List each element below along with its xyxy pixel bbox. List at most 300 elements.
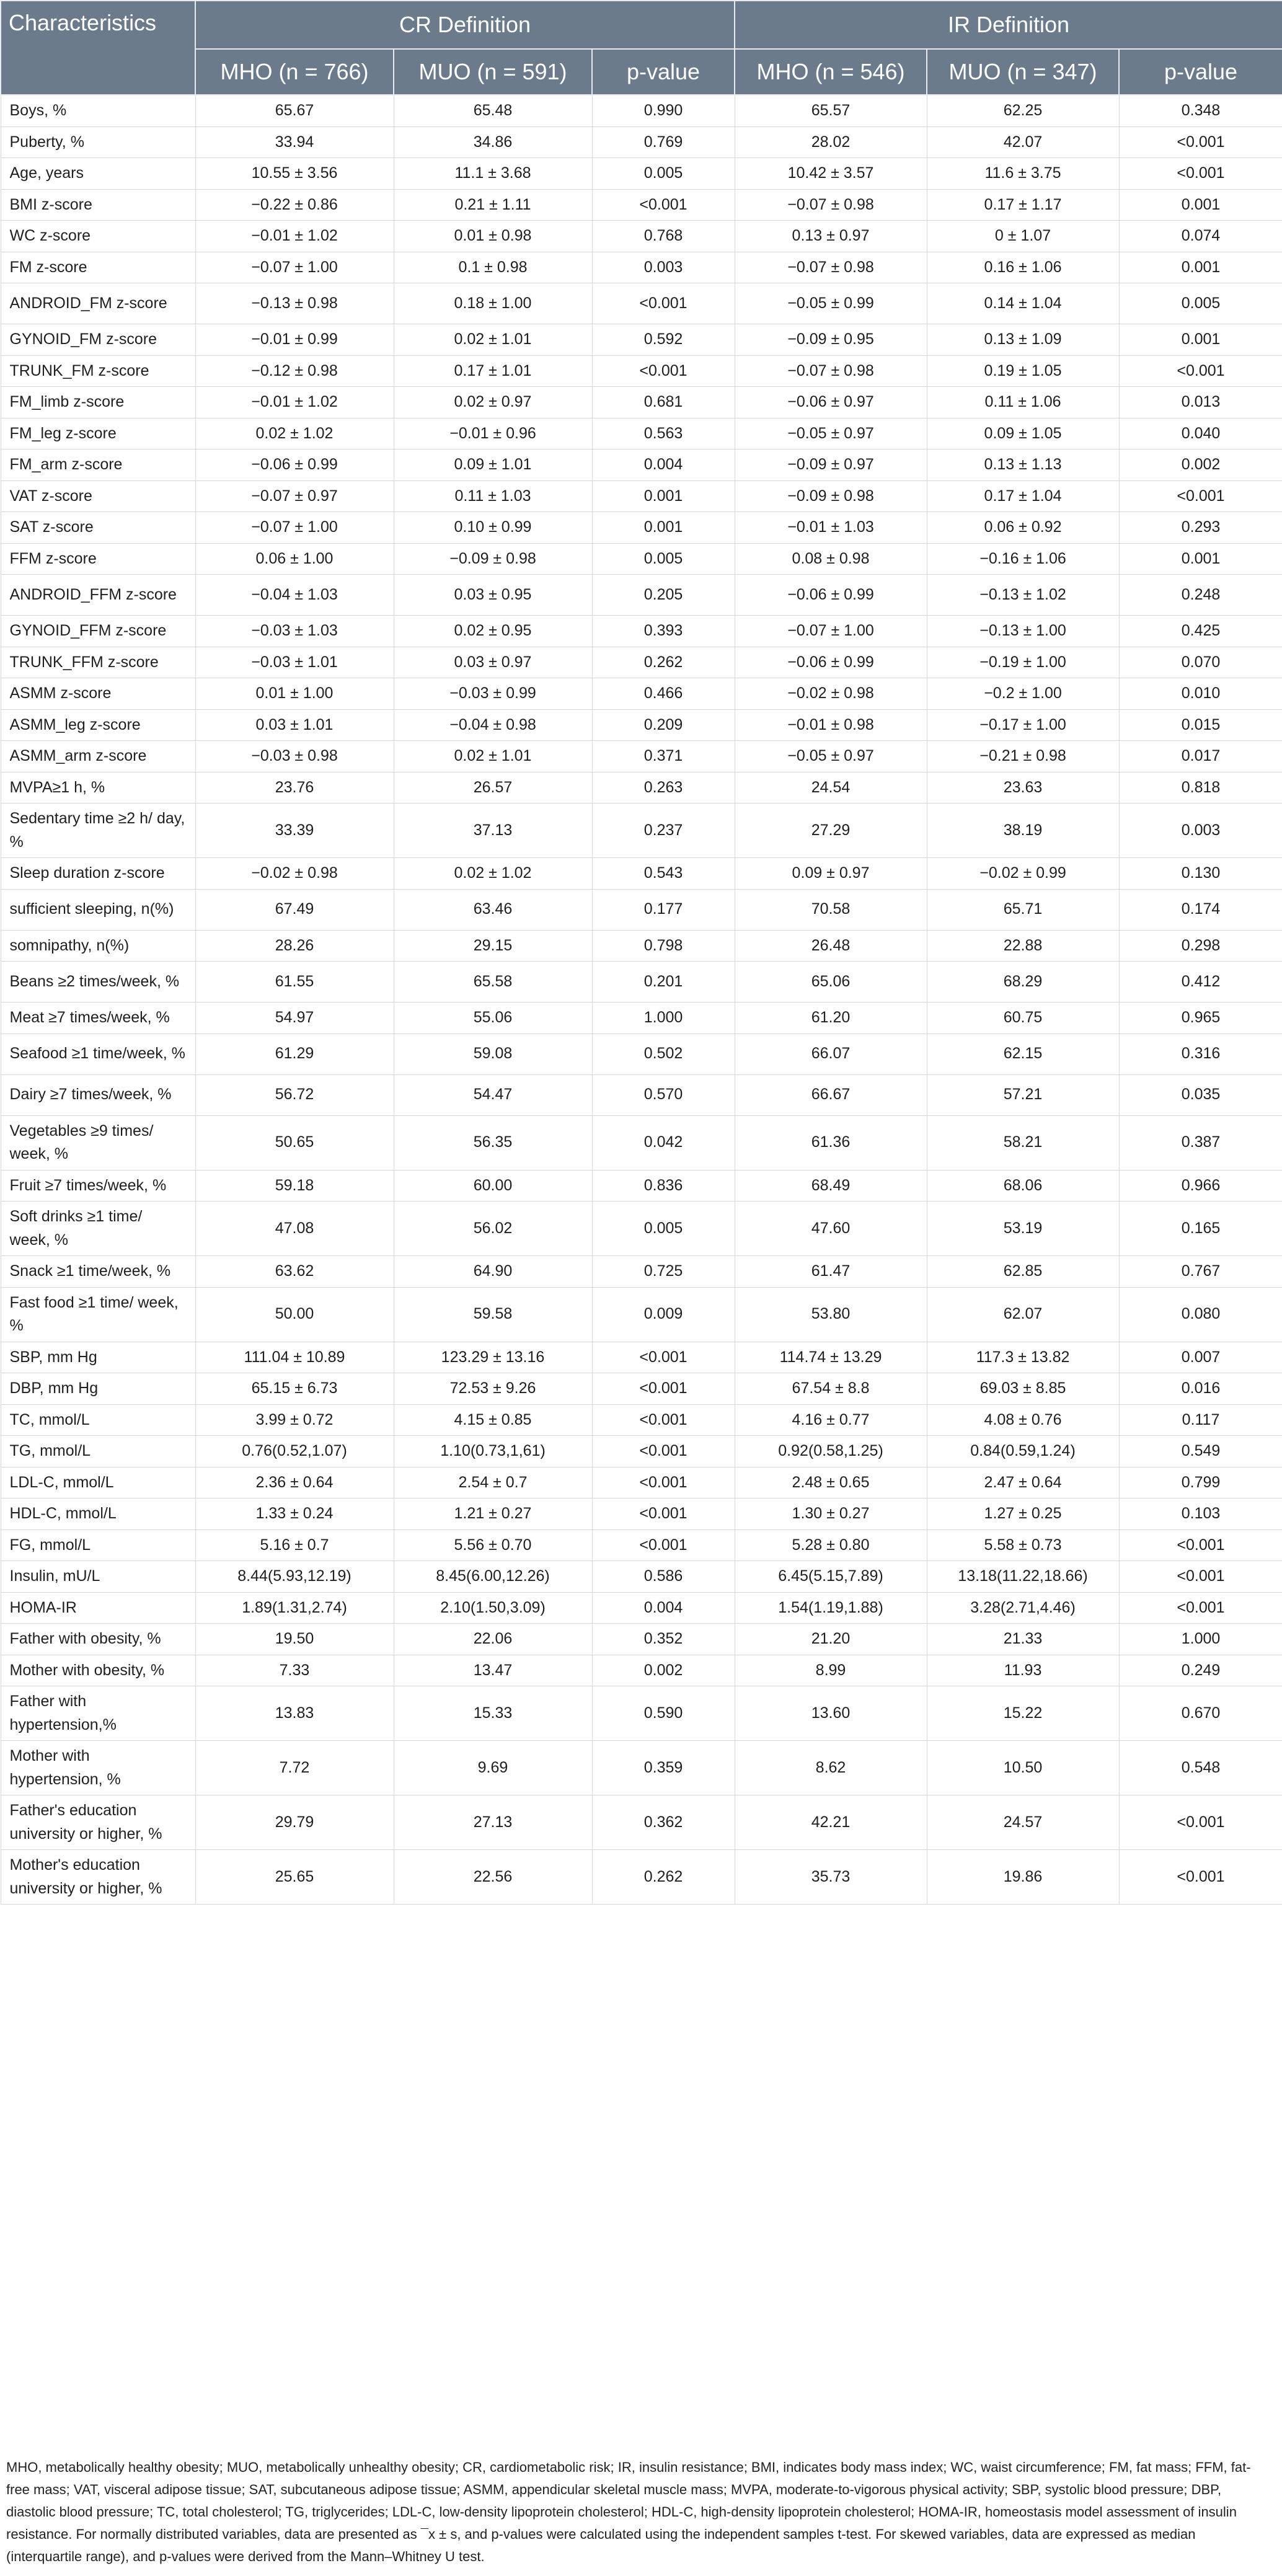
cr-pvalue-cell: 0.001 (592, 480, 735, 512)
row-label: Mother with hypertension, % (1, 1741, 195, 1795)
table-row (1, 1074, 1282, 1115)
ir-muo-cell: −0.02 ± 0.99 (927, 858, 1119, 890)
cr-muo-cell: 72.53 ± 9.26 (394, 1373, 592, 1405)
header-characteristics: Characteristics (1, 1, 195, 95)
ir-muo-cell: 62.15 (927, 1033, 1119, 1074)
table-row (1, 1741, 1282, 1795)
row-label: GYNOID_FFM z-score (1, 616, 195, 647)
cr-pvalue-cell: 0.570 (592, 1074, 735, 1115)
ir-mho-cell: −0.02 ± 0.98 (735, 678, 927, 710)
table-row (1, 858, 1282, 890)
cr-muo-cell: 0.1 ± 0.98 (394, 252, 592, 283)
cr-muo-cell: 2.54 ± 0.7 (394, 1467, 592, 1498)
row-label: Father with hypertension,% (1, 1686, 195, 1741)
ir-pvalue-cell: 0.003 (1119, 803, 1282, 858)
ir-pvalue-cell: 0.966 (1119, 1170, 1282, 1202)
ir-pvalue-cell: 0.070 (1119, 647, 1282, 678)
cr-muo-cell: 123.29 ± 13.16 (394, 1342, 592, 1373)
cr-mho-cell: 47.08 (195, 1202, 394, 1256)
ir-pvalue-cell: 0.001 (1119, 189, 1282, 221)
cr-muo-cell: 22.56 (394, 1850, 592, 1905)
ir-mho-cell: −0.06 ± 0.99 (735, 575, 927, 616)
row-label: Beans ≥2 times/week, % (1, 962, 195, 1003)
row-label: FM_leg z-score (1, 418, 195, 449)
cr-mho-cell: −0.03 ± 1.01 (195, 647, 394, 678)
cr-mho-cell: 23.76 (195, 772, 394, 803)
ir-mho-cell: 8.62 (735, 1741, 927, 1795)
ir-muo-cell: 22.88 (927, 930, 1119, 962)
cr-pvalue-cell: 0.769 (592, 126, 735, 158)
cr-mho-cell: −0.07 ± 1.00 (195, 512, 394, 544)
cr-mho-cell: 50.65 (195, 1115, 394, 1170)
table-row (1, 1033, 1282, 1074)
table-row (1, 1467, 1282, 1498)
ir-mho-cell: −0.01 ± 1.03 (735, 512, 927, 544)
cr-pvalue-cell: 0.352 (592, 1624, 735, 1655)
cr-mho-cell: −0.07 ± 1.00 (195, 252, 394, 283)
row-label: Age, years (1, 158, 195, 190)
cr-muo-cell: 0.02 ± 0.95 (394, 616, 592, 647)
cr-pvalue-cell: 0.681 (592, 387, 735, 418)
cr-muo-cell: 0.03 ± 0.97 (394, 647, 592, 678)
cr-muo-cell: 59.58 (394, 1287, 592, 1342)
cr-mho-cell: 56.72 (195, 1074, 394, 1115)
cr-muo-cell: 13.47 (394, 1655, 592, 1686)
cr-muo-cell: 0.01 ± 0.98 (394, 221, 592, 252)
table-row (1, 616, 1282, 647)
table-row (1, 1202, 1282, 1256)
cr-mho-cell: 63.62 (195, 1256, 394, 1288)
cr-mho-cell: 7.72 (195, 1741, 394, 1795)
ir-mho-cell: 1.54(1.19,1.88) (735, 1592, 927, 1624)
ir-mho-cell: 21.20 (735, 1624, 927, 1655)
row-label: Vegetables ≥9 times/ week, % (1, 1115, 195, 1170)
ir-mho-cell: 5.28 ± 0.80 (735, 1529, 927, 1561)
table-row (1, 1561, 1282, 1593)
cr-mho-cell: 50.00 (195, 1287, 394, 1342)
ir-pvalue-cell: 0.117 (1119, 1404, 1282, 1436)
cr-pvalue-cell: <0.001 (592, 283, 735, 324)
row-label: VAT z-score (1, 480, 195, 512)
ir-mho-cell: 24.54 (735, 772, 927, 803)
cr-mho-cell: −0.12 ± 0.98 (195, 355, 394, 387)
ir-muo-cell: 0.11 ± 1.06 (927, 387, 1119, 418)
cr-pvalue-cell: 0.005 (592, 1202, 735, 1256)
ir-mho-cell: −0.07 ± 1.00 (735, 616, 927, 647)
ir-muo-cell: 57.21 (927, 1074, 1119, 1115)
cr-muo-cell: 4.15 ± 0.85 (394, 1404, 592, 1436)
header-ir-definition: IR Definition (735, 1, 1282, 49)
table-row (1, 1655, 1282, 1686)
ir-muo-cell: 13.18(11.22,18.66) (927, 1561, 1119, 1593)
cr-mho-cell: 59.18 (195, 1170, 394, 1202)
ir-muo-cell: 1.27 ± 0.25 (927, 1498, 1119, 1530)
table-row (1, 480, 1282, 512)
row-label: TRUNK_FM z-score (1, 355, 195, 387)
row-label: SBP, mm Hg (1, 1342, 195, 1373)
ir-pvalue-cell: <0.001 (1119, 1529, 1282, 1561)
cr-muo-cell: 0.09 ± 1.01 (394, 449, 592, 481)
cr-pvalue-cell: 0.004 (592, 1592, 735, 1624)
ir-mho-cell: 8.99 (735, 1655, 927, 1686)
cr-pvalue-cell: 0.362 (592, 1795, 735, 1850)
ir-mho-cell: 13.60 (735, 1686, 927, 1741)
cr-muo-cell: 8.45(6.00,12.26) (394, 1561, 592, 1593)
ir-mho-cell: 35.73 (735, 1850, 927, 1905)
ir-mho-cell: 0.08 ± 0.98 (735, 543, 927, 575)
ir-pvalue-cell: 0.002 (1119, 449, 1282, 481)
ir-mho-cell: 42.21 (735, 1795, 927, 1850)
row-label: Boys, % (1, 95, 195, 126)
cr-mho-cell: 1.33 ± 0.24 (195, 1498, 394, 1530)
header-cr-pvalue: p-value (592, 49, 735, 95)
cr-muo-cell: 54.47 (394, 1074, 592, 1115)
ir-muo-cell: −0.19 ± 1.00 (927, 647, 1119, 678)
cr-pvalue-cell: 0.003 (592, 252, 735, 283)
table-row (1, 889, 1282, 930)
cr-pvalue-cell: <0.001 (592, 1498, 735, 1530)
table-row (1, 1529, 1282, 1561)
table-header (1, 1, 1282, 95)
ir-mho-cell: 1.30 ± 0.27 (735, 1498, 927, 1530)
table-row (1, 1115, 1282, 1170)
cr-pvalue-cell: 0.009 (592, 1287, 735, 1342)
ir-muo-cell: 10.50 (927, 1741, 1119, 1795)
ir-mho-cell: 66.67 (735, 1074, 927, 1115)
cr-pvalue-cell: 0.205 (592, 575, 735, 616)
cr-mho-cell: −0.01 ± 0.99 (195, 324, 394, 356)
cr-muo-cell: 55.06 (394, 1003, 592, 1034)
cr-pvalue-cell: <0.001 (592, 1404, 735, 1436)
ir-muo-cell: 69.03 ± 8.85 (927, 1373, 1119, 1405)
cr-pvalue-cell: 0.502 (592, 1033, 735, 1074)
ir-muo-cell: 0.16 ± 1.06 (927, 252, 1119, 283)
ir-mho-cell: −0.05 ± 0.97 (735, 418, 927, 449)
cr-mho-cell: 33.39 (195, 803, 394, 858)
cr-mho-cell: 61.29 (195, 1033, 394, 1074)
ir-pvalue-cell: 0.015 (1119, 709, 1282, 741)
cr-mho-cell: 54.97 (195, 1003, 394, 1034)
ir-mho-cell: −0.06 ± 0.97 (735, 387, 927, 418)
ir-mho-cell: 66.07 (735, 1033, 927, 1074)
cr-muo-cell: 34.86 (394, 126, 592, 158)
table-row (1, 647, 1282, 678)
table-row (1, 221, 1282, 252)
row-label: Father with obesity, % (1, 1624, 195, 1655)
table-row (1, 252, 1282, 283)
cr-pvalue-cell: <0.001 (592, 1373, 735, 1405)
cr-muo-cell: 0.21 ± 1.11 (394, 189, 592, 221)
table-row (1, 512, 1282, 544)
cr-muo-cell: 37.13 (394, 803, 592, 858)
cr-mho-cell: 0.03 ± 1.01 (195, 709, 394, 741)
ir-muo-cell: 42.07 (927, 126, 1119, 158)
row-label: Meat ≥7 times/week, % (1, 1003, 195, 1034)
cr-muo-cell: 0.03 ± 0.95 (394, 575, 592, 616)
cr-muo-cell: 0.17 ± 1.01 (394, 355, 592, 387)
cr-pvalue-cell: <0.001 (592, 1467, 735, 1498)
row-label: FM_limb z-score (1, 387, 195, 418)
row-label: TRUNK_FFM z-score (1, 647, 195, 678)
ir-pvalue-cell: 0.035 (1119, 1074, 1282, 1115)
cr-muo-cell: 59.08 (394, 1033, 592, 1074)
row-label: sufficient sleeping, n(%) (1, 889, 195, 930)
ir-mho-cell: 61.36 (735, 1115, 927, 1170)
cr-muo-cell: 0.10 ± 0.99 (394, 512, 592, 544)
row-label: FG, mmol/L (1, 1529, 195, 1561)
cr-mho-cell: −0.03 ± 1.03 (195, 616, 394, 647)
cr-muo-cell: −0.04 ± 0.98 (394, 709, 592, 741)
header-cr-mho: MHO (n = 766) (195, 49, 394, 95)
ir-mho-cell: 2.48 ± 0.65 (735, 1467, 927, 1498)
cr-mho-cell: −0.02 ± 0.98 (195, 858, 394, 890)
ir-muo-cell: 65.71 (927, 889, 1119, 930)
cr-pvalue-cell: 0.466 (592, 678, 735, 710)
cr-pvalue-cell: <0.001 (592, 355, 735, 387)
cr-mho-cell: 8.44(5.93,12.19) (195, 1561, 394, 1593)
cr-mho-cell: 3.99 ± 0.72 (195, 1404, 394, 1436)
row-label: ASMM z-score (1, 678, 195, 710)
ir-pvalue-cell: 0.013 (1119, 387, 1282, 418)
row-label: HOMA-IR (1, 1592, 195, 1624)
cr-pvalue-cell: 0.543 (592, 858, 735, 890)
cr-muo-cell: 65.58 (394, 962, 592, 1003)
row-label: MVPA≥1 h, % (1, 772, 195, 803)
cr-mho-cell: −0.04 ± 1.03 (195, 575, 394, 616)
table-row (1, 772, 1282, 803)
ir-muo-cell: 11.93 (927, 1655, 1119, 1686)
table-row (1, 1003, 1282, 1034)
table-row (1, 1850, 1282, 1905)
ir-pvalue-cell: <0.001 (1119, 1795, 1282, 1850)
ir-muo-cell: 19.86 (927, 1850, 1119, 1905)
row-label: WC z-score (1, 221, 195, 252)
cr-mho-cell: 10.55 ± 3.56 (195, 158, 394, 190)
ir-mho-cell: 70.58 (735, 889, 927, 930)
table-row (1, 1592, 1282, 1624)
row-label: Soft drinks ≥1 time/ week, % (1, 1202, 195, 1256)
ir-mho-cell: 114.74 ± 13.29 (735, 1342, 927, 1373)
ir-mho-cell: 27.29 (735, 803, 927, 858)
cr-mho-cell: 28.26 (195, 930, 394, 962)
ir-pvalue-cell: 0.316 (1119, 1033, 1282, 1074)
ir-mho-cell: 4.16 ± 0.77 (735, 1404, 927, 1436)
ir-pvalue-cell: 0.348 (1119, 95, 1282, 126)
row-label: Father's education university or higher, % (1, 1795, 195, 1850)
ir-pvalue-cell: <0.001 (1119, 355, 1282, 387)
cr-pvalue-cell: 0.990 (592, 95, 735, 126)
ir-muo-cell: 2.47 ± 0.64 (927, 1467, 1119, 1498)
ir-mho-cell: 28.02 (735, 126, 927, 158)
ir-pvalue-cell: <0.001 (1119, 158, 1282, 190)
ir-mho-cell: −0.01 ± 0.98 (735, 709, 927, 741)
ir-pvalue-cell: 0.425 (1119, 616, 1282, 647)
ir-mho-cell: 53.80 (735, 1287, 927, 1342)
table-row (1, 1498, 1282, 1530)
cr-mho-cell: 0.76(0.52,1.07) (195, 1436, 394, 1467)
ir-muo-cell: −0.13 ± 1.00 (927, 616, 1119, 647)
ir-mho-cell: −0.06 ± 0.99 (735, 647, 927, 678)
row-label: Mother's education university or higher, % (1, 1850, 195, 1905)
table-row (1, 449, 1282, 481)
row-label: Snack ≥1 time/week, % (1, 1256, 195, 1288)
ir-mho-cell: −0.09 ± 0.95 (735, 324, 927, 356)
ir-muo-cell: 58.21 (927, 1115, 1119, 1170)
cr-pvalue-cell: 0.004 (592, 449, 735, 481)
table-row (1, 1686, 1282, 1741)
ir-muo-cell: 15.22 (927, 1686, 1119, 1741)
table-row (1, 1436, 1282, 1467)
row-label: ASMM_leg z-score (1, 709, 195, 741)
table-row (1, 387, 1282, 418)
row-label: Fast food ≥1 time/ week, % (1, 1287, 195, 1342)
ir-pvalue-cell: 0.249 (1119, 1655, 1282, 1686)
cr-pvalue-cell: <0.001 (592, 189, 735, 221)
ir-pvalue-cell: 0.001 (1119, 324, 1282, 356)
ir-pvalue-cell: 0.670 (1119, 1686, 1282, 1741)
ir-mho-cell: 61.20 (735, 1003, 927, 1034)
row-label: FM_arm z-score (1, 449, 195, 481)
ir-pvalue-cell: 0.293 (1119, 512, 1282, 544)
cr-muo-cell: 15.33 (394, 1686, 592, 1741)
cr-mho-cell: 2.36 ± 0.64 (195, 1467, 394, 1498)
cr-mho-cell: 65.15 ± 6.73 (195, 1373, 394, 1405)
table-row (1, 930, 1282, 962)
ir-muo-cell: −0.13 ± 1.02 (927, 575, 1119, 616)
cr-muo-cell: 0.02 ± 1.01 (394, 324, 592, 356)
table-row (1, 1170, 1282, 1202)
cr-muo-cell: 26.57 (394, 772, 592, 803)
ir-mho-cell: 0.13 ± 0.97 (735, 221, 927, 252)
cr-pvalue-cell: 0.002 (592, 1655, 735, 1686)
table-row (1, 741, 1282, 772)
cr-mho-cell: −0.06 ± 0.99 (195, 449, 394, 481)
ir-pvalue-cell: <0.001 (1119, 126, 1282, 158)
ir-mho-cell: 65.06 (735, 962, 927, 1003)
cr-muo-cell: 0.02 ± 0.97 (394, 387, 592, 418)
row-label: TC, mmol/L (1, 1404, 195, 1436)
cr-mho-cell: 29.79 (195, 1795, 394, 1850)
ir-muo-cell: 117.3 ± 13.82 (927, 1342, 1119, 1373)
ir-muo-cell: 0.13 ± 1.09 (927, 324, 1119, 356)
cr-pvalue-cell: 0.563 (592, 418, 735, 449)
cr-pvalue-cell: 0.237 (592, 803, 735, 858)
table-row (1, 575, 1282, 616)
ir-muo-cell: 62.25 (927, 95, 1119, 126)
cr-muo-cell: 27.13 (394, 1795, 592, 1850)
ir-pvalue-cell: 0.005 (1119, 283, 1282, 324)
table-row (1, 543, 1282, 575)
cr-muo-cell: 9.69 (394, 1741, 592, 1795)
cr-pvalue-cell: 0.592 (592, 324, 735, 356)
ir-muo-cell: −0.16 ± 1.06 (927, 543, 1119, 575)
cr-muo-cell: −0.03 ± 0.99 (394, 678, 592, 710)
ir-pvalue-cell: <0.001 (1119, 1850, 1282, 1905)
cr-pvalue-cell: 0.262 (592, 647, 735, 678)
ir-mho-cell: 0.09 ± 0.97 (735, 858, 927, 890)
ir-pvalue-cell: <0.001 (1119, 480, 1282, 512)
ir-mho-cell: −0.07 ± 0.98 (735, 355, 927, 387)
cr-mho-cell: 5.16 ± 0.7 (195, 1529, 394, 1561)
cr-pvalue-cell: 0.590 (592, 1686, 735, 1741)
row-label: Dairy ≥7 times/week, % (1, 1074, 195, 1115)
cr-muo-cell: 64.90 (394, 1256, 592, 1288)
ir-muo-cell: 24.57 (927, 1795, 1119, 1850)
cr-pvalue-cell: 0.005 (592, 158, 735, 190)
cr-mho-cell: 0.06 ± 1.00 (195, 543, 394, 575)
ir-mho-cell: 26.48 (735, 930, 927, 962)
cr-muo-cell: 1.10(0.73,1,61) (394, 1436, 592, 1467)
table-row (1, 324, 1282, 356)
ir-mho-cell: −0.05 ± 0.99 (735, 283, 927, 324)
ir-muo-cell: −0.21 ± 0.98 (927, 741, 1119, 772)
cr-mho-cell: −0.01 ± 1.02 (195, 387, 394, 418)
cr-muo-cell: −0.01 ± 0.96 (394, 418, 592, 449)
cr-mho-cell: 33.94 (195, 126, 394, 158)
cr-mho-cell: 19.50 (195, 1624, 394, 1655)
cr-muo-cell: 0.02 ± 1.02 (394, 858, 592, 890)
cr-pvalue-cell: 0.768 (592, 221, 735, 252)
ir-mho-cell: −0.09 ± 0.98 (735, 480, 927, 512)
row-label: Sedentary time ≥2 h/ day, % (1, 803, 195, 858)
ir-pvalue-cell: 0.010 (1119, 678, 1282, 710)
ir-pvalue-cell: 0.387 (1119, 1115, 1282, 1170)
cr-muo-cell: 11.1 ± 3.68 (394, 158, 592, 190)
ir-mho-cell: 6.45(5.15,7.89) (735, 1561, 927, 1593)
table-row (1, 1795, 1282, 1850)
cr-pvalue-cell: 0.001 (592, 512, 735, 544)
cr-muo-cell: −0.09 ± 0.98 (394, 543, 592, 575)
table-row (1, 962, 1282, 1003)
table-footnote: MHO, metabolically healthy obesity; MUO, metabolically unhealthy obesity; CR, cardiometabolic risk; IR, insulin resistance; BMI, indicates body mass index; WC, waist circumference; FM, fat mass; FFM, fat-free mass; VAT, visceral adipose tissue; SAT, subcutaneous adipose tissue; ASMM, appendicular skeletal muscle mass; MVPA, moderate-to-vigorous physical activity; SBP, systolic blood pressure; DBP, diastolic blood pressure; TC, total cholesterol; TG, triglycerides; LDL-C, low-density lipoprotein cholesterol; HDL-C, high-density lipoprotein cholesterol; HOMA-IR, homeostasis model assessment of insulin resistance. For normally distributed variables, data are presented as ¯x ± s, and p-values were calculated using the independent samples t-test. For skewed variables, data are expressed as median (interquartile range), and p-values were derived from the Mann–Whitney U test. (6, 2459, 1251, 2564)
cr-mho-cell: 1.89(1.31,2.74) (195, 1592, 394, 1624)
cr-pvalue-cell: <0.001 (592, 1342, 735, 1373)
ir-muo-cell: 0.14 ± 1.04 (927, 283, 1119, 324)
table-row (1, 803, 1282, 858)
ir-pvalue-cell: 0.818 (1119, 772, 1282, 803)
ir-mho-cell: −0.07 ± 0.98 (735, 252, 927, 283)
ir-mho-cell: 65.57 (735, 95, 927, 126)
ir-pvalue-cell: 0.040 (1119, 418, 1282, 449)
table-row (1, 1342, 1282, 1373)
ir-pvalue-cell: 0.412 (1119, 962, 1282, 1003)
cr-pvalue-cell: <0.001 (592, 1529, 735, 1561)
table-row (1, 1256, 1282, 1288)
cr-muo-cell: 63.46 (394, 889, 592, 930)
ir-muo-cell: 68.29 (927, 962, 1119, 1003)
cr-pvalue-cell: 0.201 (592, 962, 735, 1003)
row-label: BMI z-score (1, 189, 195, 221)
cr-pvalue-cell: 0.798 (592, 930, 735, 962)
ir-muo-cell: 4.08 ± 0.76 (927, 1404, 1119, 1436)
table-body (1, 95, 1282, 1905)
ir-muo-cell: 53.19 (927, 1202, 1119, 1256)
header-cr-muo: MUO (n = 591) (394, 49, 592, 95)
ir-muo-cell: 5.58 ± 0.73 (927, 1529, 1119, 1561)
ir-mho-cell: 68.49 (735, 1170, 927, 1202)
row-label: Seafood ≥1 time/week, % (1, 1033, 195, 1074)
ir-pvalue-cell: 0.165 (1119, 1202, 1282, 1256)
cr-mho-cell: −0.22 ± 0.86 (195, 189, 394, 221)
ir-pvalue-cell: 0.799 (1119, 1467, 1282, 1498)
cr-pvalue-cell: 0.586 (592, 1561, 735, 1593)
cr-mho-cell: 67.49 (195, 889, 394, 930)
header-ir-pvalue: p-value (1119, 49, 1282, 95)
table-row (1, 126, 1282, 158)
ir-pvalue-cell: 0.130 (1119, 858, 1282, 890)
row-label: FM z-score (1, 252, 195, 283)
cr-mho-cell: 25.65 (195, 1850, 394, 1905)
